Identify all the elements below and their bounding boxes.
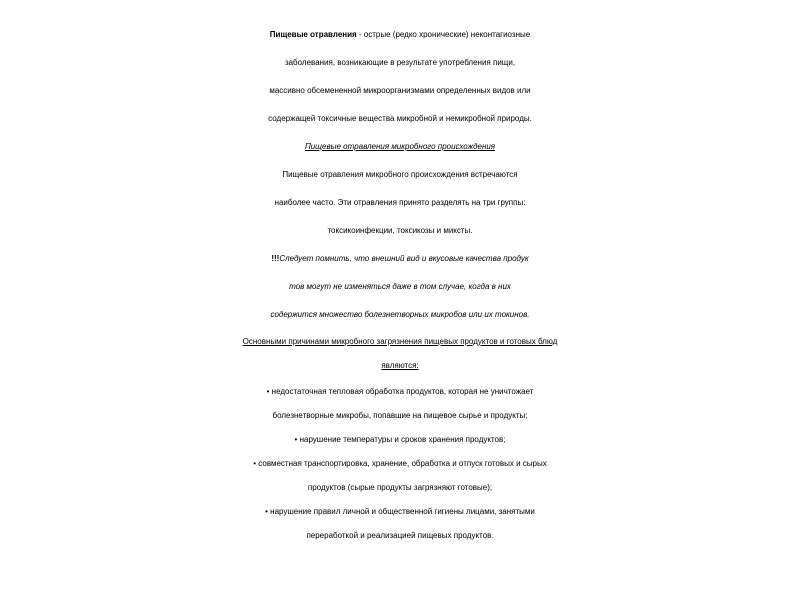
cause-item-3-line-2: продуктов (сырые продукты загрязняют готовые);	[307, 483, 493, 492]
warning-line-2: тов могут не изменяться даже в том случае, когда в них	[289, 282, 511, 291]
cause-item-1-line-1: • недостаточная тепловая обработка продуктов, которая не уничтожает	[266, 387, 534, 396]
definition-line-4: содержащей токсичные вещества микробной и немикробной природы.	[268, 114, 532, 123]
definition-line-2: заболевания, возникающие в результате употребления пищи,	[284, 58, 516, 67]
section-line-2: наиболее часто. Эти отравления принято разделять на три группы:	[274, 198, 526, 207]
warning-line-3: содержится множество болезнетворных микробов или их токинов.	[270, 310, 530, 319]
cause-item-3-line-1: • совместная транспортировка, хранение, обработка и отпуск готовых и сырых	[253, 459, 547, 468]
cause-item-1-line-2: болезнетворные микробы, попавшие на пищевое сырье и продукты;	[272, 411, 528, 420]
cause-item-4-line-1: • нарушение правил личной и общественной гигиены лицами, занятыми	[265, 507, 535, 516]
causes-heading-line-2: являются:	[381, 361, 419, 370]
section-heading: Пищевые отравления микробного происхождения	[304, 142, 496, 151]
definition-term: Пищевые отравления	[269, 30, 357, 39]
section-line-1: Пищевые отравления микробного происхождения встречаются	[282, 170, 518, 179]
definition-line-1	[0, 31, 800, 39]
definition-line-3: массивно обсемененной микроорганизмами определенных видов или	[269, 86, 531, 95]
warning-text-1: Следует помнить, что внешний вид и вкусовые качества продук	[279, 254, 529, 263]
cause-item-2-line-1: • нарушение температуры и сроков хранения продуктов;	[294, 435, 506, 444]
causes-heading-line-1: Основными причинами микробного загрязнения пищевых продуктов и готовых блюд	[242, 337, 558, 346]
definition-text: - острые (редко хронические) неконтагиозные	[356, 30, 531, 39]
section-heading-row	[0, 143, 800, 151]
cause-item-4-line-2: переработкой и реализацией пищевых продуктов.	[306, 531, 494, 540]
warning-line-1	[0, 255, 800, 263]
section-line-3: токсикоинфекции, токсикозы и миксты.	[327, 226, 473, 235]
warning-prefix: !!!	[271, 254, 280, 263]
